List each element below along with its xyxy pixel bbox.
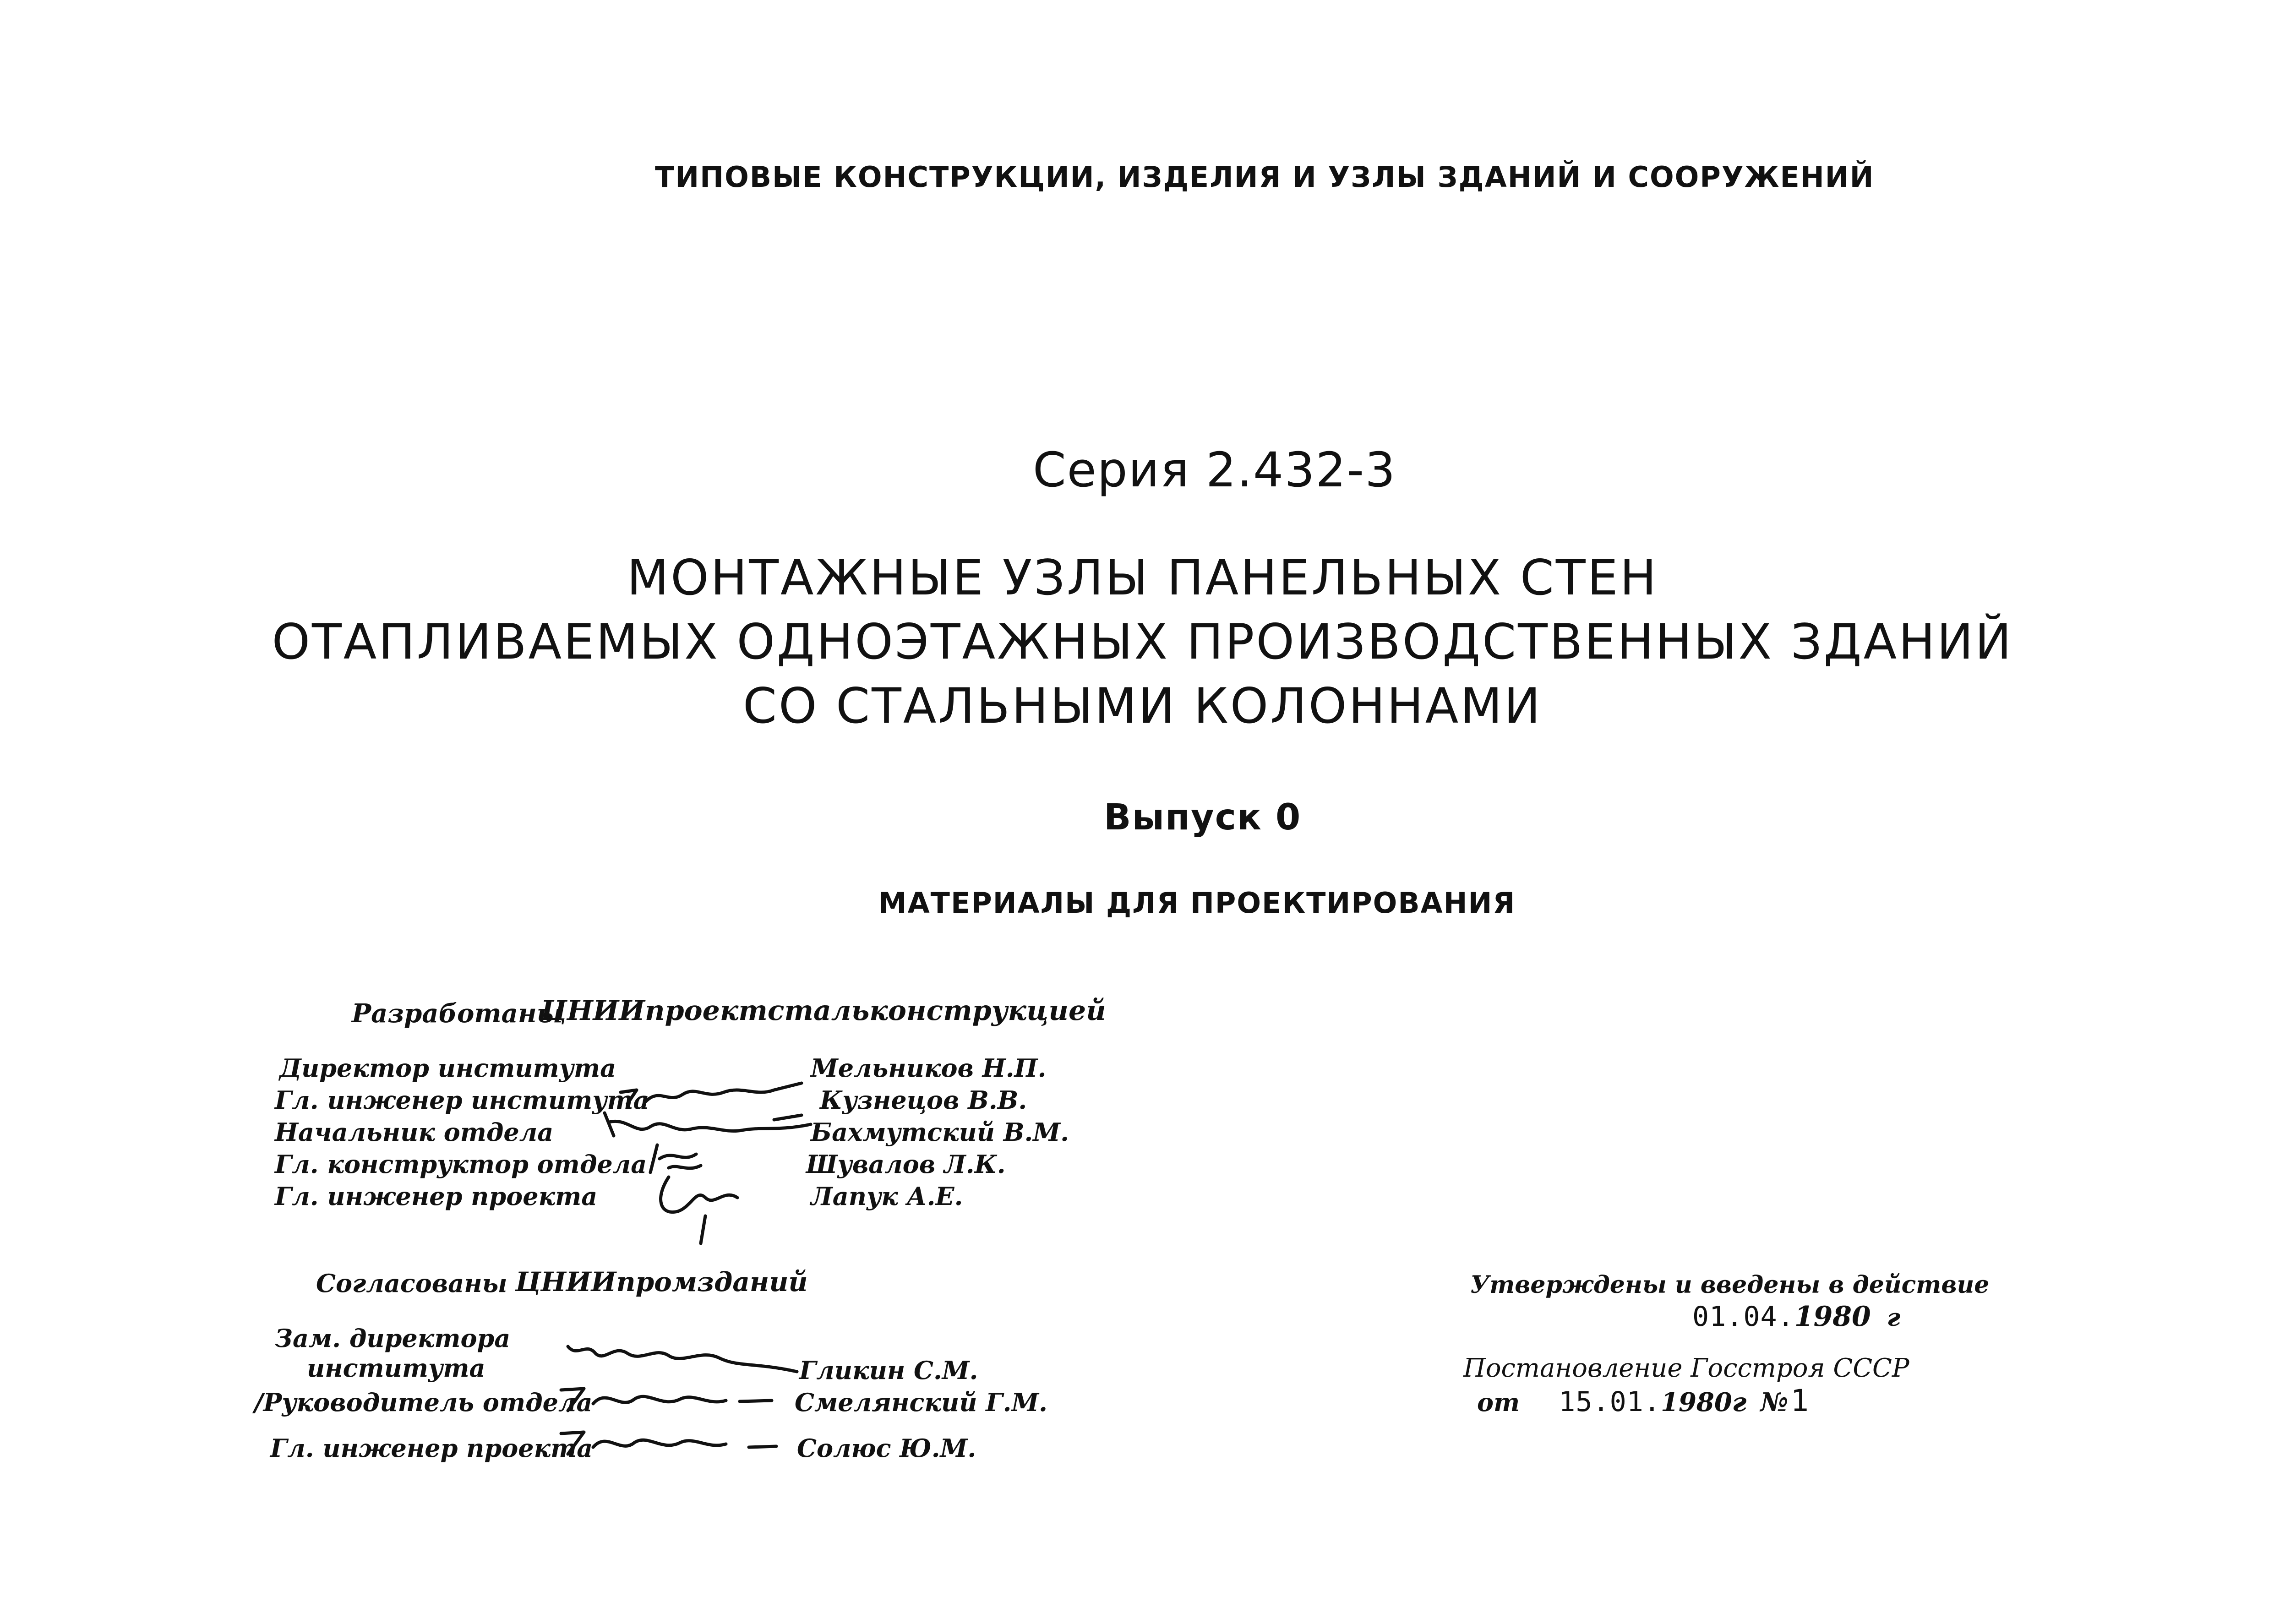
agreed-name-3: Солюс Ю.М. — [797, 1433, 976, 1463]
approval-date-year: 1980 — [1794, 1301, 1871, 1333]
decree-line — [1477, 1383, 1809, 1418]
signature-glikin — [563, 1337, 802, 1379]
developed-name-3: Бахмутский В.М. — [811, 1117, 1069, 1147]
agreed-role-2-text: Руководитель отдела — [263, 1388, 593, 1417]
agreed-role-1b: института — [307, 1353, 485, 1383]
document-subtitle: МАТЕРИАЛЫ ДЛЯ ПРОЕКТИРОВАНИЯ — [878, 886, 1516, 920]
title-line-1: МОНТАЖНЫЕ УЗЛЫ ПАНЕЛЬНЫХ СТЕН — [627, 550, 1658, 606]
signature-kuznetsov — [618, 1079, 811, 1111]
title-line-3: СО СТАЛЬНЫМИ КОЛОННАМИ — [742, 678, 1543, 734]
signature-lapuk — [650, 1170, 747, 1248]
decree-number-label: № — [1760, 1387, 1789, 1417]
agreed-name-2: Смелянский Г.М. — [795, 1388, 1047, 1417]
decree-date-handwritten: 15.01. — [1559, 1386, 1661, 1418]
developed-role-3: Начальник отдела — [275, 1117, 554, 1147]
decree-label: Постановление Госстроя СССР — [1463, 1353, 1909, 1383]
developed-name-5: Лапук А.Е. — [811, 1182, 963, 1211]
developed-name-1: Мельников Н.П. — [811, 1053, 1047, 1083]
developed-role-1: Директор института — [279, 1053, 616, 1083]
developed-role-5: Гл. инженер проекта — [275, 1182, 598, 1211]
agreed-org: ЦНИИпромзданий — [515, 1266, 808, 1297]
series-number: Серия 2.432-3 — [1033, 442, 1396, 498]
agreed-role-2: /Руководитель отдела — [254, 1388, 593, 1417]
developed-label: Разработаны — [352, 998, 563, 1029]
decree-from-label: от — [1477, 1388, 1520, 1417]
approval-date-handwritten: 01.04. — [1692, 1301, 1794, 1333]
title-line-2: ОТАПЛИВАЕМЫХ ОДНОЭТАЖНЫХ ПРОИЗВОДСТВЕННЫХ ЗДАНИЙ — [272, 614, 2013, 670]
approval-label: Утверждены и введены в действие — [1470, 1271, 1990, 1299]
developed-name-2: Кузнецов В.В. — [820, 1085, 1027, 1115]
approval-date-suffix: г — [1887, 1304, 1901, 1332]
agreed-role-3: Гл. инженер проекта — [270, 1433, 593, 1463]
developed-org: ЦНИИпроектстальконструкцией — [540, 995, 1106, 1027]
agreed-role-1a: Зам. директора — [275, 1324, 511, 1353]
decree-year: 1980г — [1661, 1387, 1747, 1417]
approval-date — [1692, 1301, 1900, 1333]
agreed-label: Согласованы — [316, 1269, 507, 1298]
developed-role-4: Гл. конструктор отдела — [275, 1150, 647, 1179]
signature-solyus — [556, 1427, 790, 1459]
developed-role-2: Гл. инженер института — [275, 1085, 649, 1115]
issue-number: Выпуск 0 — [1104, 797, 1302, 838]
decree-number: 1 — [1790, 1383, 1810, 1418]
developed-name-4: Шувалов Л.К. — [806, 1150, 1006, 1179]
agreed-name-1: Гликин С.М. — [799, 1356, 978, 1385]
collection-title: ТИПОВЫЕ КОНСТРУКЦИИ, ИЗДЕЛИЯ И УЗЛЫ ЗДАНИЙ И СООРУЖЕНИЙ — [655, 160, 1875, 194]
signature-smelyansky — [556, 1383, 790, 1415]
signature-bakhmutsky — [600, 1108, 815, 1145]
